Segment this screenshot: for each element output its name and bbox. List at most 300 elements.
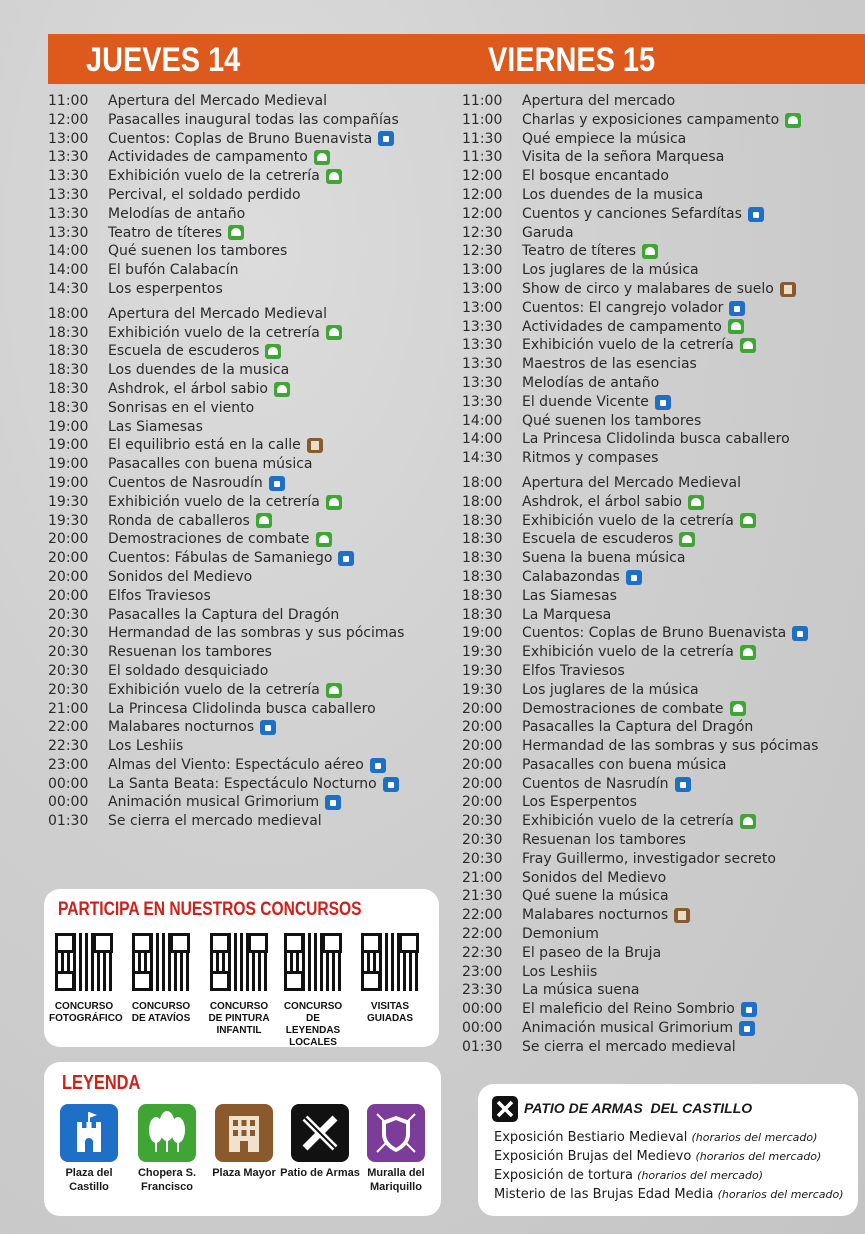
event-name: La Santa Beata: Espectáculo Nocturno [108,775,377,792]
schedule-row [462,587,862,606]
event-name: El maleficio del Reino Sombrio [522,1001,735,1018]
event-name: Exhibición vuelo de la cetrería [522,337,734,354]
event-time: 20:30 [48,625,89,642]
event-time: 18:30 [48,380,89,397]
legend-label: Plaza Mayor [212,1167,276,1179]
event-name: Elfos Traviesos [108,587,211,604]
event-time: 20:00 [48,568,89,585]
legend-label: Chopera S. Francisco [137,1167,197,1193]
event-name: Pasacalles la Captura del Dragón [522,719,754,736]
schedule-row [462,662,862,681]
event-time: 13:00 [48,130,89,147]
event-time: 12:00 [462,205,503,222]
event-time: 18:30 [48,362,89,379]
event-name: Las Siamesas [522,587,617,604]
thursday-title: JUEVES 14 [86,41,241,79]
schedule-row [462,812,862,831]
event-name: Resuenan los tambores [108,644,272,661]
event-name: Ashdrok, el árbol sabio [108,380,268,397]
schedule-row [48,342,448,361]
schedule-row [48,111,448,130]
schedule-row [48,530,448,549]
event-time: 19:30 [48,493,89,510]
event-name: Demostraciones de combate [108,531,310,548]
event-time: 12:30 [462,243,503,260]
event-time: 01:30 [48,813,89,830]
castle-icon [792,626,808,641]
event-time: 13:30 [48,224,89,241]
schedule-row [48,242,448,261]
legend-item-chopera [127,1104,207,1194]
event-name: Escuela de escuderos [108,343,260,360]
event-time: 18:30 [48,399,89,416]
event-name: Los duendes de la musica [108,362,290,379]
event-time: 22:30 [48,738,89,755]
event-name: Sonrisas en el viento [108,399,255,416]
trees-icon [326,169,342,184]
event-time: 13:00 [462,262,503,279]
schedule-row [48,261,448,280]
castle-icon [729,301,745,316]
event-time: 18:30 [48,343,89,360]
event-name: Escuela de escuderos [522,531,674,548]
castle-icon [383,777,399,792]
patio-item [494,1128,844,1147]
event-name: Los Leshiis [522,963,598,980]
patio-item [494,1166,844,1185]
schedule-row [48,718,448,737]
qr-code-icon [210,933,268,991]
schedule-row [48,399,448,418]
event-name: El bosque encantado [522,168,669,185]
trees-icon [326,325,342,340]
event-time: 14:30 [462,450,503,467]
event-time: 19:30 [462,662,503,679]
schedule-row [462,549,862,568]
event-time: 18:30 [462,512,503,529]
schedule-row [48,167,448,186]
event-time: 20:00 [462,794,503,811]
schedule-row [48,756,448,775]
schedule-row [48,148,448,167]
event-name: Maestros de las esencias [522,356,697,373]
schedule-row [462,224,862,243]
event-time: 20:30 [462,850,503,867]
event-name: Los esperpentos [108,280,223,297]
patio-title: PATIO DE ARMAS DEL CASTILLO [524,1100,753,1116]
schedule-row [48,474,448,493]
event-time: 13:30 [48,168,89,185]
patio-item-note: (horarios del mercado) [695,1150,822,1163]
event-name: Cuentos de Nasroudín [108,474,263,491]
event-time: 18:30 [462,606,503,623]
event-time: 22:00 [462,907,503,924]
event-time: 18:00 [462,493,503,510]
schedule-row [48,643,448,662]
qr-label: CONCURSO FOTOGRÁFICO [49,1001,123,1024]
schedule-row [48,418,448,437]
legend-item-plaza-castillo [49,1104,129,1194]
schedule-row [462,700,862,719]
event-name: Charlas y exposiciones campamento [522,111,780,128]
event-time: 20:00 [48,531,89,548]
crossed-swords-icon [291,1104,349,1162]
schedule-row [462,449,862,468]
schedule-row [48,324,448,343]
event-name: Exhibición vuelo de la cetrería [108,324,320,341]
event-time: 13:00 [462,280,503,297]
crossed-swords-icon [492,1096,518,1122]
qr-code-icon [132,933,190,991]
legend-item-muralla [356,1104,436,1194]
event-name: Show de circo y malabares de suelo [522,280,774,297]
patio-box [478,1084,858,1216]
schedule-row [462,92,862,111]
trees-icon [326,495,342,510]
schedule-row [462,393,862,412]
event-name: El paseo de la Bruja [522,944,662,961]
event-time: 23:00 [462,963,503,980]
schedule-row [48,130,448,149]
castle-icon [378,131,394,146]
event-name: Hermandad de las sombras y sus pócimas [522,738,819,755]
schedule-row [462,1000,862,1019]
event-time: 13:30 [48,205,89,222]
schedule-row [462,280,862,299]
trees-icon [688,495,704,510]
event-name: Teatro de títeres [108,224,223,241]
event-time: 12:30 [462,224,503,241]
event-time: 19:00 [48,418,89,435]
event-time: 14:00 [462,412,503,429]
castle-icon [675,777,691,792]
schedule-row [462,624,862,643]
event-time: 18:00 [462,474,503,491]
event-time: 18:30 [462,550,503,567]
event-name: Teatro de títeres [522,243,637,260]
event-name: Cuentos: Coplas de Bruno Buenavista [522,625,787,642]
event-time: 00:00 [462,1020,503,1037]
event-name: Sonidos del Medievo [522,869,667,886]
event-name: Resuenan los tambores [522,832,686,849]
event-name: La Princesa Clidolinda busca caballero [108,700,376,717]
schedule-row [48,436,448,455]
event-time: 20:00 [462,719,503,736]
event-time: 23:00 [48,756,89,773]
event-name: Actividades de campamento [108,149,308,166]
qr-contest-costumes[interactable] [126,933,196,1025]
schedule-row [462,906,862,925]
event-name: Cuentos: Fábulas de Samaniego [108,550,333,567]
schedule-row [462,148,862,167]
event-time: 13:30 [462,393,503,410]
event-time: 20:00 [462,756,503,773]
event-name: Almas del Viento: Espectáculo aéreo [108,756,364,773]
schedule-row [462,981,862,1000]
event-time: 14:00 [462,431,503,448]
event-time: 22:00 [462,926,503,943]
schedule-row [462,318,862,337]
schedule-row [462,474,862,493]
event-name: Apertura del mercado [522,93,676,109]
schedule-row [462,869,862,888]
event-time: 20:00 [462,700,503,717]
schedule-row [462,793,862,812]
event-name: La Princesa Clidolinda busca caballero [522,431,790,448]
event-time: 20:30 [462,832,503,849]
schedule-row [462,130,862,149]
contests-box [44,889,439,1047]
event-name: Pasacalles con buena música [108,456,313,473]
trees-icon [138,1104,196,1162]
event-name: Se cierra el mercado medieval [522,1038,736,1055]
legend-title: LEYENDA [62,1072,141,1094]
event-name: Ritmos y compases [522,450,659,467]
event-time: 20:00 [48,587,89,604]
castle-icon [370,758,386,773]
schedule-row [48,455,448,474]
event-time: 11:00 [462,111,503,128]
schedule-row [462,606,862,625]
event-name: Pasacalles inaugural todas las compañías [108,111,399,128]
schedule-row [48,587,448,606]
qr-label: VISITAS GUIADAS [366,1001,414,1024]
event-time: 20:00 [48,550,89,567]
event-time: 23:30 [462,982,503,999]
event-time: 18:30 [462,568,503,585]
event-time: 11:30 [462,149,503,166]
event-name: Ashdrok, el árbol sabio [522,493,682,510]
event-time: 20:00 [462,775,503,792]
trees-icon [728,319,744,334]
event-time: 19:30 [48,512,89,529]
event-time: 12:00 [462,186,503,203]
trees-icon [314,150,330,165]
trees-icon [679,532,695,547]
castle-icon [739,1021,755,1036]
event-name: Cuentos de Nasrudín [522,775,669,792]
event-name: Cuentos y canciones Sefardítas [522,205,742,222]
friday-title: VIERNES 15 [488,41,656,79]
event-time: 19:00 [462,625,503,642]
legend-label: Plaza del Castillo [65,1167,113,1193]
schedule-row [48,737,448,756]
schedule-row [462,299,862,318]
trees-icon [265,344,281,359]
schedule-row [462,493,862,512]
event-name: Cuentos: El cangrejo volador [522,299,724,316]
event-time: 22:30 [462,944,503,961]
event-time: 01:30 [462,1038,503,1055]
event-time: 14:00 [48,243,89,260]
contests-title: PARTICIPA EN NUESTROS CONCURSOS [58,899,362,920]
schedule-row [462,412,862,431]
schedule-row [48,224,448,243]
trees-icon [740,814,756,829]
event-time: 20:30 [462,813,503,830]
event-time: 13:30 [48,149,89,166]
patio-item [494,1147,844,1166]
event-name: Garuda [522,224,574,241]
event-name: Elfos Traviesos [522,662,625,679]
legend-label: Muralla del Mariquillo [367,1167,425,1193]
trees-icon [316,532,332,547]
event-time: 12:00 [462,168,503,185]
event-name: Actividades de campamento [522,318,722,335]
schedule-row [462,111,862,130]
schedule-row [462,167,862,186]
shield-swords-icon [367,1104,425,1162]
schedule-row [48,624,448,643]
patio-list [494,1128,844,1204]
schedule-row [462,568,862,587]
event-name: Exhibición vuelo de la cetrería [108,493,320,510]
patio-item-note: (horarios del mercado) [691,1131,818,1144]
patio-item-name: Misterio de las Brujas Edad Media [494,1187,714,1202]
event-name: Percival, el soldado perdido [108,186,301,203]
schedule-row [48,205,448,224]
schedule-row [462,681,862,700]
castle-icon [260,720,276,735]
schedule-row [48,700,448,719]
legend-label: Patio de Armas [280,1167,360,1179]
event-name: Pasacalles la Captura del Dragón [108,606,340,623]
schedule-row [48,493,448,512]
qr-label: CONCURSO DE LEYENDAS LOCALES [283,1001,343,1048]
event-name: Los Esperpentos [522,794,637,811]
qr-contest-legends[interactable] [278,933,348,1049]
event-time: 19:00 [48,474,89,491]
schedule-row [462,850,862,869]
schedule-row [462,374,862,393]
schedule-row [462,831,862,850]
trees-icon [730,701,746,716]
qr-contest-photo[interactable] [49,933,123,1025]
qr-label: CONCURSO DE ATAVÍOS [131,1001,191,1024]
schedule-row [48,92,448,111]
qr-guided-visits[interactable] [355,933,425,1025]
qr-code-icon [284,933,342,991]
event-time: 13:30 [462,356,503,373]
castle-icon [626,570,642,585]
event-name: Hermandad de las sombras y sus pócimas [108,625,405,642]
castle-icon [60,1104,118,1162]
event-time: 00:00 [48,794,89,811]
event-time: 11:00 [462,93,503,109]
event-name: Exhibición vuelo de la cetrería [522,644,734,661]
event-time: 13:30 [48,186,89,203]
legend-item-plaza-mayor [204,1104,284,1180]
schedule-row [48,662,448,681]
schedule-row [48,681,448,700]
patio-item-name: Exposición Bestiario Medieval [494,1130,688,1145]
event-time: 21:00 [48,700,89,717]
event-name: Exhibición vuelo de la cetrería [522,813,734,830]
event-name: Los juglares de la música [522,262,699,279]
patio-item-name: Exposición Brujas del Medievo [494,1149,692,1164]
trees-icon [740,338,756,353]
schedule-row [48,549,448,568]
event-time: 00:00 [48,775,89,792]
building-icon [674,908,690,923]
trees-icon [326,683,342,698]
schedule-row [48,568,448,587]
event-name: El soldado desquiciado [108,662,269,679]
schedule-row [48,793,448,812]
event-name: Fray Guillermo, investigador secreto [522,850,776,867]
event-name: Qué suenen los tambores [108,243,288,260]
event-time: 18:30 [462,587,503,604]
castle-icon [655,395,671,410]
event-name: Qué suene la música [522,888,669,905]
patio-item-name: Exposición de tortura [494,1168,634,1183]
event-name: El equilibrio está en la calle [108,437,301,454]
event-time: 21:00 [462,869,503,886]
qr-label: CONCURSO DE PINTURA INFANTIL [208,1001,270,1036]
patio-item-note: (horarios del mercado) [637,1169,764,1182]
event-name: Suena la buena música [522,550,686,567]
qr-contest-painting[interactable] [204,933,274,1037]
event-name: Qué empiece la música [522,130,687,147]
event-name: Animación musical Grimorium [522,1020,734,1037]
schedule-row [462,1038,862,1057]
schedule-row [48,280,448,299]
event-time: 20:30 [48,662,89,679]
trees-icon [642,244,658,259]
event-name: Demostraciones de combate [522,700,724,717]
schedule-row [462,925,862,944]
building-icon [215,1104,273,1162]
event-name: Sonidos del Medievo [108,568,253,585]
schedule-row [48,775,448,794]
castle-icon [325,795,341,810]
event-name: Se cierra el mercado medieval [108,813,322,830]
event-time: 13:00 [462,299,503,316]
legend-box [44,1062,441,1216]
building-icon [307,438,323,453]
qr-code-icon [55,933,113,991]
schedule-row [462,737,862,756]
schedule-row [48,361,448,380]
event-time: 19:00 [48,437,89,454]
event-time: 13:30 [462,337,503,354]
event-name: Malabares nocturnos [522,907,669,924]
event-name: Los Leshiis [108,738,184,755]
event-name: Exhibición vuelo de la cetrería [522,512,734,529]
event-name: Animación musical Grimorium [108,794,320,811]
patio-item-note: (horarios del mercado) [717,1188,844,1201]
thursday-schedule [48,92,448,831]
event-name: Los juglares de la música [522,681,699,698]
schedule-row [462,756,862,775]
schedule-row [462,186,862,205]
trees-icon [256,513,272,528]
event-time: 19:30 [462,644,503,661]
event-time: 14:00 [48,262,89,279]
event-name: La música suena [522,982,640,999]
schedule-row [462,887,862,906]
event-time: 13:30 [462,318,503,335]
event-name: Demonium [522,926,599,943]
event-time: 13:30 [462,374,503,391]
castle-icon [741,1002,757,1017]
event-time: 19:30 [462,681,503,698]
event-name: Exhibición vuelo de la cetrería [108,681,320,698]
schedule-row [462,205,862,224]
event-time: 00:00 [462,1001,503,1018]
event-name: Apertura del Mercado Medieval [108,93,327,109]
schedule-row [462,512,862,531]
